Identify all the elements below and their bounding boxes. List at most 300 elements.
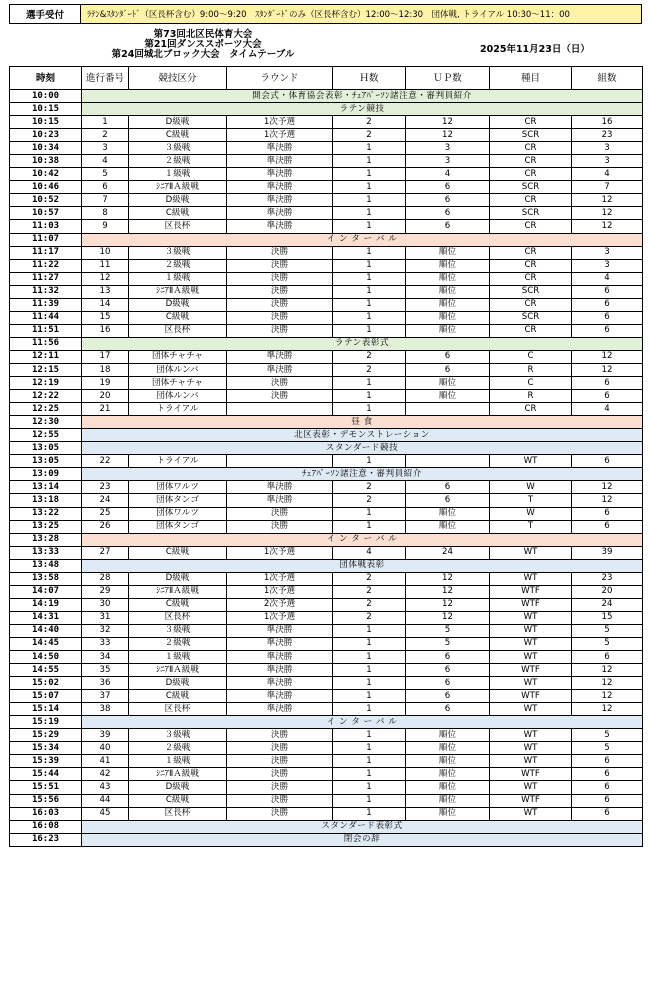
couples-cell: 12 — [572, 690, 643, 703]
time-cell: 11:17 — [10, 246, 82, 259]
time-cell: 15:39 — [10, 755, 82, 768]
number-cell: 24 — [82, 494, 129, 507]
round-cell: 準決勝 — [227, 220, 333, 233]
number-cell: 7 — [82, 194, 129, 207]
table-row — [10, 624, 643, 637]
division-cell: C級戦 — [129, 794, 227, 807]
heats-cell: 1 — [333, 324, 406, 337]
couples-cell: 12 — [572, 207, 643, 220]
section-row — [10, 337, 643, 350]
header-round: ラウンド — [227, 67, 333, 90]
number-cell: 18 — [82, 363, 129, 376]
number-cell: 37 — [82, 690, 129, 703]
couples-cell: 16 — [572, 116, 643, 129]
up-count-cell: 3 — [406, 155, 490, 168]
time-cell: 16:23 — [10, 833, 82, 846]
up-count-cell: 順位 — [406, 246, 490, 259]
up-count-cell: 順位 — [406, 259, 490, 272]
division-cell: C級戦 — [129, 546, 227, 559]
heats-cell: 1 — [333, 285, 406, 298]
dance-cell: CR — [490, 155, 572, 168]
round-cell: 準決勝 — [227, 350, 333, 363]
round-cell: 準決勝 — [227, 181, 333, 194]
number-cell: 4 — [82, 155, 129, 168]
number-cell: 8 — [82, 207, 129, 220]
time-cell: 11:27 — [10, 272, 82, 285]
time-cell: 11:07 — [10, 233, 82, 246]
table-row — [10, 546, 643, 559]
dance-cell: WT — [490, 572, 572, 585]
couples-cell: 3 — [572, 142, 643, 155]
division-cell: D級戦 — [129, 298, 227, 311]
couples-cell: 4 — [572, 168, 643, 181]
round-cell: 決勝 — [227, 768, 333, 781]
section-row — [10, 716, 643, 729]
round-cell: 準決勝 — [227, 363, 333, 376]
round-cell: 1次予選 — [227, 129, 333, 142]
table-row — [10, 520, 643, 533]
time-cell: 13:48 — [10, 559, 82, 572]
number-cell: 35 — [82, 664, 129, 677]
division-cell: 区長杯 — [129, 220, 227, 233]
up-count-cell: 6 — [406, 481, 490, 494]
couples-cell: 6 — [572, 651, 643, 664]
round-cell: 決勝 — [227, 781, 333, 794]
round-cell: 決勝 — [227, 742, 333, 755]
couples-cell: 5 — [572, 624, 643, 637]
round-cell — [227, 403, 333, 416]
up-count-cell: 順位 — [406, 507, 490, 520]
couples-cell: 12 — [572, 350, 643, 363]
number-cell: 9 — [82, 220, 129, 233]
time-cell: 11:44 — [10, 311, 82, 324]
couples-cell: 6 — [572, 390, 643, 403]
number-cell: 16 — [82, 324, 129, 337]
table-row — [10, 677, 643, 690]
heats-cell: 2 — [333, 116, 406, 129]
couples-cell: 5 — [572, 637, 643, 650]
time-cell: 12:30 — [10, 416, 82, 429]
heats-cell: 1 — [333, 690, 406, 703]
division-cell: トライアル — [129, 455, 227, 468]
time-cell: 11:22 — [10, 259, 82, 272]
section-row — [10, 533, 643, 546]
table-row — [10, 285, 643, 298]
heats-cell: 1 — [333, 142, 406, 155]
section-row — [10, 442, 643, 455]
table-row — [10, 690, 643, 703]
number-cell: 44 — [82, 794, 129, 807]
table-row — [10, 116, 643, 129]
division-cell: D級戦 — [129, 116, 227, 129]
heats-cell: 1 — [333, 207, 406, 220]
number-cell: 43 — [82, 781, 129, 794]
dance-cell: SCR — [490, 207, 572, 220]
timetable-body — [10, 90, 643, 847]
couples-cell: 12 — [572, 703, 643, 716]
couples-cell: 3 — [572, 155, 643, 168]
table-row — [10, 781, 643, 794]
number-cell: 33 — [82, 637, 129, 650]
dance-cell: CR — [490, 403, 572, 416]
heats-cell: 1 — [333, 507, 406, 520]
division-cell: ｼﾆｱⅡＡ級戦 — [129, 585, 227, 598]
table-row — [10, 363, 643, 376]
dance-cell: T — [490, 520, 572, 533]
number-cell: 29 — [82, 585, 129, 598]
couples-cell: 6 — [572, 755, 643, 768]
heats-cell: 2 — [333, 350, 406, 363]
dance-cell: CR — [490, 324, 572, 337]
division-cell: ２級戦 — [129, 742, 227, 755]
division-cell: C級戦 — [129, 598, 227, 611]
time-cell: 13:18 — [10, 494, 82, 507]
couples-cell: 6 — [572, 507, 643, 520]
header-row — [10, 67, 643, 90]
dance-cell: T — [490, 494, 572, 507]
dance-cell: WT — [490, 729, 572, 742]
division-cell: １級戦 — [129, 168, 227, 181]
division-cell: ｼﾆｱⅡＡ級戦 — [129, 768, 227, 781]
round-cell: 準決勝 — [227, 651, 333, 664]
time-cell: 13:58 — [10, 572, 82, 585]
table-row — [10, 572, 643, 585]
couples-cell: 15 — [572, 611, 643, 624]
up-count-cell: 順位 — [406, 781, 490, 794]
table-row — [10, 637, 643, 650]
table-row — [10, 350, 643, 363]
header-number: 進行番号 — [82, 67, 129, 90]
dance-cell: WT — [490, 455, 572, 468]
time-cell: 15:19 — [10, 716, 82, 729]
division-cell: 区長杯 — [129, 703, 227, 716]
up-count-cell: 順位 — [406, 729, 490, 742]
dance-cell: WT — [490, 807, 572, 820]
time-cell: 13:05 — [10, 442, 82, 455]
time-cell: 11:39 — [10, 298, 82, 311]
number-cell: 41 — [82, 755, 129, 768]
title-line-1: 第73回北区民体育大会 — [153, 29, 253, 40]
couples-cell: 12 — [572, 363, 643, 376]
round-cell: 1次予選 — [227, 116, 333, 129]
time-cell: 10:34 — [10, 142, 82, 155]
heats-cell: 1 — [333, 794, 406, 807]
round-cell: 2次予選 — [227, 598, 333, 611]
heats-cell: 1 — [333, 729, 406, 742]
couples-cell: 23 — [572, 129, 643, 142]
division-cell: 団体ワルツ — [129, 507, 227, 520]
event-cell: 閉会の辞 — [82, 833, 643, 846]
dance-cell: WT — [490, 637, 572, 650]
up-count-cell: 12 — [406, 585, 490, 598]
couples-cell: 6 — [572, 781, 643, 794]
heats-cell: 1 — [333, 259, 406, 272]
time-cell: 11:56 — [10, 337, 82, 350]
number-cell: 36 — [82, 677, 129, 690]
up-count-cell: 4 — [406, 168, 490, 181]
dance-cell: WTF — [490, 664, 572, 677]
up-count-cell: 6 — [406, 703, 490, 716]
table-row — [10, 181, 643, 194]
time-cell: 14:40 — [10, 624, 82, 637]
couples-cell: 5 — [572, 729, 643, 742]
time-cell: 10:38 — [10, 155, 82, 168]
table-row — [10, 259, 643, 272]
couples-cell: 12 — [572, 220, 643, 233]
event-cell: イ ン タ ー バ ル — [82, 533, 643, 546]
heats-cell: 1 — [333, 651, 406, 664]
section-row — [10, 833, 643, 846]
division-cell: D級戦 — [129, 572, 227, 585]
number-cell: 10 — [82, 246, 129, 259]
heats-cell: 2 — [333, 598, 406, 611]
table-row — [10, 155, 643, 168]
table-row — [10, 455, 643, 468]
header-dance: 種目 — [490, 67, 572, 90]
title-line-2: 第21回ダンススポーツ大会 — [144, 39, 262, 50]
round-cell: 準決勝 — [227, 155, 333, 168]
division-cell: １級戦 — [129, 651, 227, 664]
couples-cell: 6 — [572, 768, 643, 781]
heats-cell: 2 — [333, 585, 406, 598]
dance-cell: CR — [490, 259, 572, 272]
header-heats: Ｈ数 — [333, 67, 406, 90]
time-cell: 13:28 — [10, 533, 82, 546]
dance-cell: WT — [490, 546, 572, 559]
couples-cell: 24 — [572, 598, 643, 611]
couples-cell: 6 — [572, 311, 643, 324]
division-cell: C級戦 — [129, 129, 227, 142]
heats-cell: 1 — [333, 168, 406, 181]
division-cell: D級戦 — [129, 781, 227, 794]
event-cell: 北区表彰・デモンストレーション — [82, 429, 643, 442]
couples-cell: 6 — [572, 807, 643, 820]
number-cell: 1 — [82, 116, 129, 129]
number-cell: 17 — [82, 350, 129, 363]
heats-cell: 1 — [333, 272, 406, 285]
dance-cell: SCR — [490, 181, 572, 194]
number-cell: 2 — [82, 129, 129, 142]
number-cell: 21 — [82, 403, 129, 416]
up-count-cell: 12 — [406, 116, 490, 129]
division-cell: ３級戦 — [129, 142, 227, 155]
header-up-count: ＵＰ数 — [406, 67, 490, 90]
heats-cell: 1 — [333, 403, 406, 416]
round-cell: 準決勝 — [227, 677, 333, 690]
heats-cell: 1 — [333, 664, 406, 677]
table-row — [10, 494, 643, 507]
up-count-cell: 6 — [406, 350, 490, 363]
event-cell: イ ン タ ー バ ル — [82, 233, 643, 246]
division-cell: トライアル — [129, 403, 227, 416]
couples-cell: 4 — [572, 272, 643, 285]
couples-cell: 7 — [572, 181, 643, 194]
up-count-cell: 順位 — [406, 755, 490, 768]
up-count-cell — [406, 403, 490, 416]
heats-cell: 4 — [333, 546, 406, 559]
time-cell: 10:15 — [10, 103, 82, 116]
up-count-cell: 順位 — [406, 742, 490, 755]
table-row — [10, 651, 643, 664]
number-cell: 14 — [82, 298, 129, 311]
time-cell: 10:46 — [10, 181, 82, 194]
number-cell: 5 — [82, 168, 129, 181]
section-row — [10, 103, 643, 116]
round-cell: 準決勝 — [227, 194, 333, 207]
dance-cell: W — [490, 507, 572, 520]
section-row — [10, 559, 643, 572]
up-count-cell: 順位 — [406, 794, 490, 807]
up-count-cell: 6 — [406, 664, 490, 677]
heats-cell: 1 — [333, 624, 406, 637]
up-count-cell: 6 — [406, 494, 490, 507]
time-cell: 15:44 — [10, 768, 82, 781]
time-cell: 14:07 — [10, 585, 82, 598]
table-row — [10, 585, 643, 598]
time-cell: 13:09 — [10, 468, 82, 481]
round-cell: 決勝 — [227, 311, 333, 324]
round-cell: 準決勝 — [227, 142, 333, 155]
table-row — [10, 729, 643, 742]
time-cell: 15:29 — [10, 729, 82, 742]
dance-cell: SCR — [490, 285, 572, 298]
number-cell: 30 — [82, 598, 129, 611]
up-count-cell: 6 — [406, 194, 490, 207]
up-count-cell: 6 — [406, 651, 490, 664]
number-cell: 6 — [82, 181, 129, 194]
number-cell: 39 — [82, 729, 129, 742]
division-cell: 団体チャチャ — [129, 350, 227, 363]
number-cell: 19 — [82, 377, 129, 390]
table-row — [10, 377, 643, 390]
number-cell: 11 — [82, 259, 129, 272]
time-cell: 10:00 — [10, 90, 82, 103]
registration-text: ﾗﾃﾝ&ｽﾀﾝﾀﾞｰﾄﾞ（区長杯含む）9:00～9:20 ｽﾀﾝﾀﾞｰﾄﾞのみ（区長杯含む）12:00～12:30 団体戦, トライアル 10:30～11：00 — [81, 5, 641, 23]
round-cell: 1次予選 — [227, 585, 333, 598]
division-cell: ３級戦 — [129, 246, 227, 259]
division-cell: ｼﾆｱⅡＡ級戦 — [129, 285, 227, 298]
division-cell: D級戦 — [129, 677, 227, 690]
time-cell: 12:55 — [10, 429, 82, 442]
number-cell: 38 — [82, 703, 129, 716]
couples-cell: 6 — [572, 455, 643, 468]
couples-cell: 6 — [572, 298, 643, 311]
number-cell: 31 — [82, 611, 129, 624]
couples-cell: 12 — [572, 494, 643, 507]
table-row — [10, 142, 643, 155]
round-cell: 決勝 — [227, 520, 333, 533]
time-cell: 14:55 — [10, 664, 82, 677]
up-count-cell — [406, 455, 490, 468]
event-cell: ラテン表彰式 — [82, 337, 643, 350]
table-row — [10, 664, 643, 677]
dance-cell: CR — [490, 194, 572, 207]
table-row — [10, 755, 643, 768]
event-titles — [98, 30, 308, 60]
number-cell: 3 — [82, 142, 129, 155]
round-cell: 決勝 — [227, 298, 333, 311]
time-cell: 12:25 — [10, 403, 82, 416]
up-count-cell: 順位 — [406, 520, 490, 533]
time-cell: 15:56 — [10, 794, 82, 807]
table-row — [10, 768, 643, 781]
couples-cell: 12 — [572, 481, 643, 494]
round-cell: 決勝 — [227, 729, 333, 742]
number-cell: 23 — [82, 481, 129, 494]
division-cell: 区長杯 — [129, 611, 227, 624]
time-cell: 13:33 — [10, 546, 82, 559]
table-row — [10, 403, 643, 416]
dance-cell: CR — [490, 168, 572, 181]
up-count-cell: 6 — [406, 677, 490, 690]
time-cell: 14:19 — [10, 598, 82, 611]
up-count-cell: 6 — [406, 181, 490, 194]
couples-cell: 5 — [572, 742, 643, 755]
round-cell: 決勝 — [227, 285, 333, 298]
dance-cell: WTF — [490, 598, 572, 611]
division-cell: 団体ルンバ — [129, 363, 227, 376]
round-cell — [227, 455, 333, 468]
division-cell: ２級戦 — [129, 637, 227, 650]
heats-cell: 2 — [333, 363, 406, 376]
table-row — [10, 246, 643, 259]
time-cell: 14:31 — [10, 611, 82, 624]
up-count-cell: 12 — [406, 129, 490, 142]
dance-cell: WT — [490, 703, 572, 716]
couples-cell: 12 — [572, 677, 643, 690]
header-division: 競技区分 — [129, 67, 227, 90]
section-row — [10, 416, 643, 429]
heats-cell: 1 — [333, 637, 406, 650]
up-count-cell: 順位 — [406, 390, 490, 403]
division-cell: ３級戦 — [129, 729, 227, 742]
number-cell: 26 — [82, 520, 129, 533]
up-count-cell: 5 — [406, 624, 490, 637]
time-cell: 10:42 — [10, 168, 82, 181]
number-cell: 27 — [82, 546, 129, 559]
round-cell: 準決勝 — [227, 494, 333, 507]
dance-cell: WTF — [490, 690, 572, 703]
number-cell: 34 — [82, 651, 129, 664]
dance-cell: R — [490, 390, 572, 403]
division-cell: D級戦 — [129, 194, 227, 207]
round-cell: 1次予選 — [227, 546, 333, 559]
number-cell: 13 — [82, 285, 129, 298]
number-cell: 28 — [82, 572, 129, 585]
time-cell: 15:34 — [10, 742, 82, 755]
up-count-cell: 6 — [406, 363, 490, 376]
round-cell: 決勝 — [227, 755, 333, 768]
number-cell: 22 — [82, 455, 129, 468]
round-cell: 決勝 — [227, 390, 333, 403]
header-couples: 組数 — [572, 67, 643, 90]
division-cell: 区長杯 — [129, 324, 227, 337]
number-cell: 12 — [82, 272, 129, 285]
up-count-cell: 3 — [406, 142, 490, 155]
round-cell: 準決勝 — [227, 624, 333, 637]
division-cell: 団体タンゴ — [129, 494, 227, 507]
up-count-cell: 24 — [406, 546, 490, 559]
event-cell: スタンダード表彰式 — [82, 820, 643, 833]
couples-cell: 6 — [572, 794, 643, 807]
number-cell: 45 — [82, 807, 129, 820]
time-cell: 16:08 — [10, 820, 82, 833]
up-count-cell: 順位 — [406, 285, 490, 298]
dance-cell: CR — [490, 220, 572, 233]
heats-cell: 1 — [333, 781, 406, 794]
table-row — [10, 611, 643, 624]
table-row — [10, 194, 643, 207]
